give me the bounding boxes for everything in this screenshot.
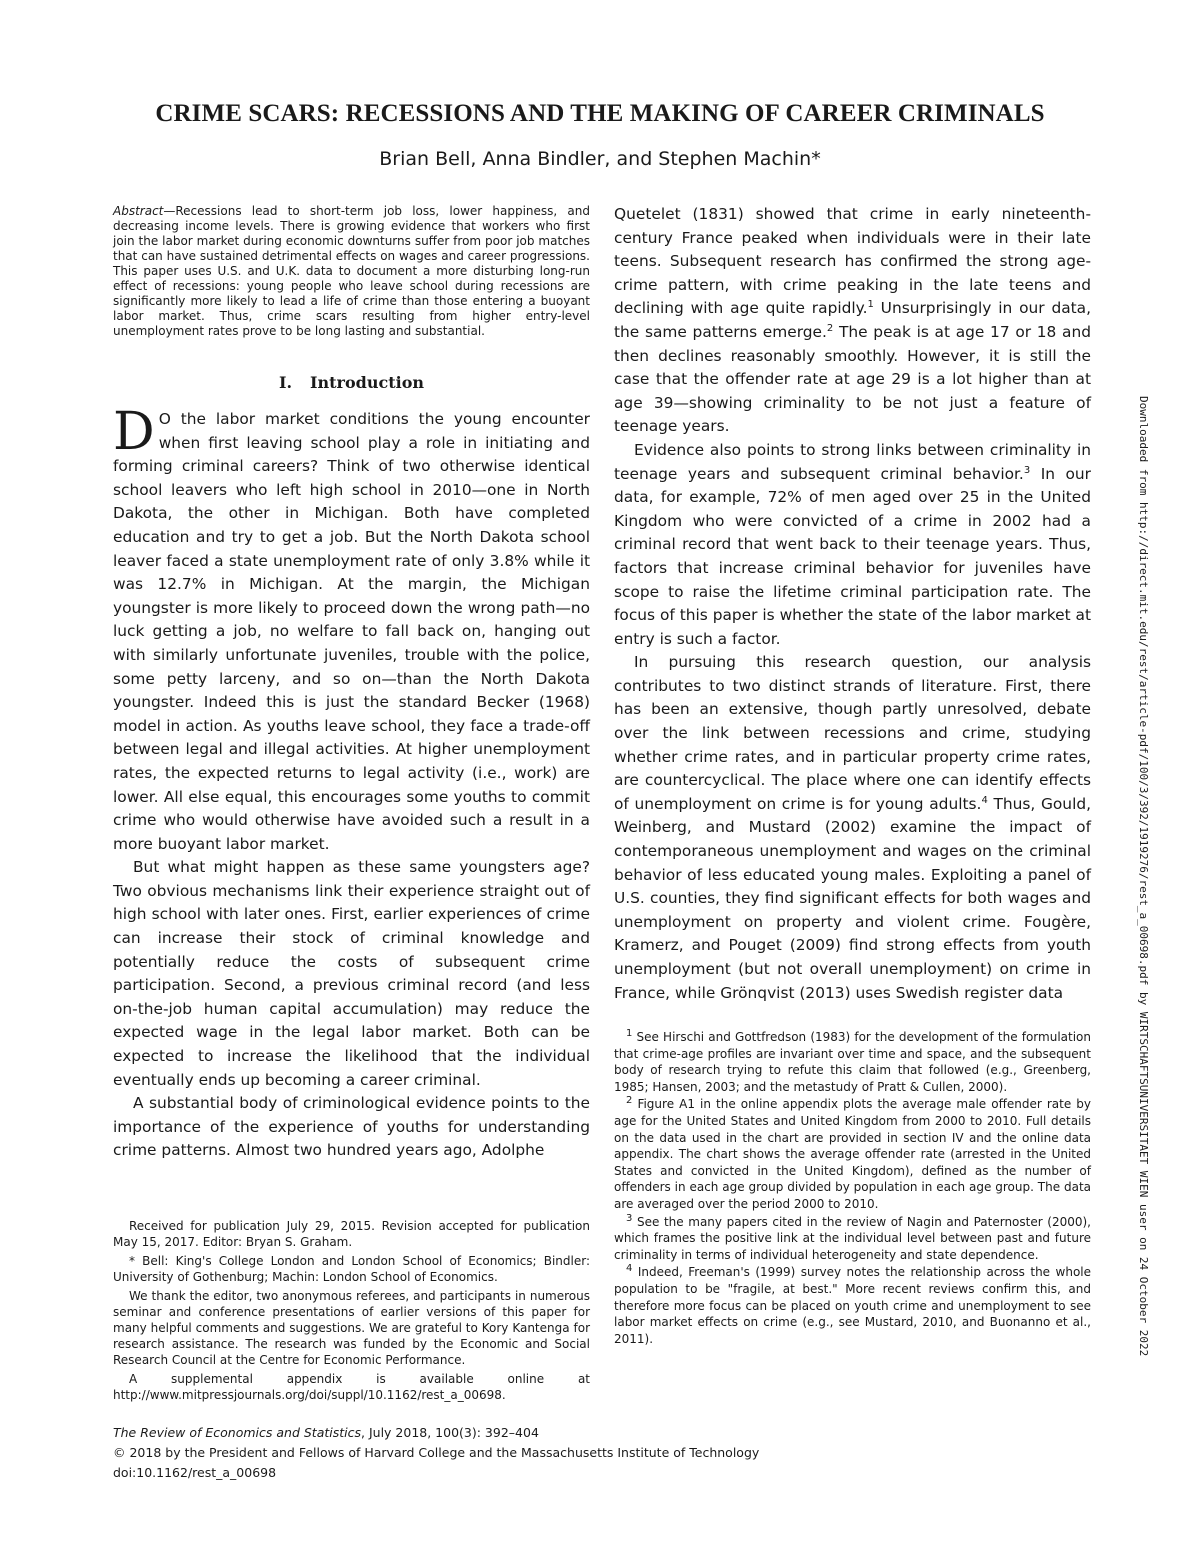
affiliation-note: * Bell: King's College London and London School of Economics; Bindler: University of Gothenburg; Machin: London School of Economics. <box>113 1254 590 1284</box>
right-p1-text-a: Quetelet (1831) showed that crime in early nineteenth-century France peaked when individuals were in their late teens. Subsequent research has confirmed the strong age-crime pattern, with crime peaking in the late teens and declining with age quite rapidly. <box>614 205 1091 318</box>
supplement-note: A supplemental appendix is available online at http://www.mitpressjournals.org/doi/suppl/10.1162/rest_a_00698. <box>113 1372 590 1402</box>
footnote-ref-3[interactable]: 3 <box>1023 464 1031 476</box>
intro-paragraph-1-text: O the labor market conditions the young encounter when first leaving school play a role in initiating and forming criminal careers? Think of two otherwise identical school leavers who left high school in 2010—one in North Dakota, the other in Michigan. Both have completed education and try to get a job. But the North Dakota school leaver faced a state unemployment rate of only 3.8% while it was 12.7% in Michigan. At the margin, the Michigan youngster is more likely to proceed down the wrong path—no luck getting a job, no welfare to fall back on, hanging out with similarly unfortunate juveniles, trouble with the police, some petty larceny, and so on—than the North Dakota youngster. Indeed this is just the standard Becker (1968) model in action. As youths leave school, they face a trade-off between legal and illegal activities. At higher unemployment rates, the expected returns to legal activity (i.e., work) are lower. All else equal, this encourages some youths to commit crime who would otherwise have avoided such a result in a more buoyant labor market. <box>113 410 590 853</box>
journal-issue: , July 2018, 100(3): 392–404 <box>361 1425 539 1440</box>
received-date-note: Received for publication July 29, 2015. Revision accepted for publication May 15, 2017. Editor: Bryan S. Graham. <box>113 1219 590 1249</box>
intro-paragraph-3: A substantial body of criminological evidence points to the importance of the experience of youths for understanding crime patterns. Almost two hundred years ago, Adolphe <box>113 1094 590 1160</box>
footnote-ref-4[interactable]: 4 <box>981 794 988 806</box>
right-p2-text-a: Evidence also points to strong links between criminality in teenage years and subsequent criminal behavior. <box>614 440 1091 483</box>
footnote-1-text: See Hirschi and Gottfredson (1983) for the development of the formulation that crime-age profiles are invariant over time and space, and the subsequent body of research trying to refute this claim that followed (e.g., Greenberg, 1985; Hansen, 2003; and the metastudy of Pratt & Cullen, 2000). <box>614 1030 1091 1094</box>
footnote-4 <box>614 1264 1091 1347</box>
journal-info <box>113 1423 1013 1483</box>
footnote-1 <box>614 1029 1091 1095</box>
section-heading <box>113 373 590 392</box>
section-number: I. <box>278 373 293 392</box>
footnotes <box>614 1029 1091 1348</box>
intro-paragraph-2: But what might happen as these same youngsters age? Two obvious mechanisms link their experience straight out of high school with later ones. First, earlier experiences of crime can increase their stock of criminal knowledge and potentially reduce the costs of subsequent crime participation. Second, a previous criminal record (and less on-the-job human capital accumulation) may reduce the expected wage in the legal labor market. Both can be expected to increase the likelihood that the individual eventually ends up becoming a career criminal. <box>113 858 590 1089</box>
footnote-2 <box>614 1096 1091 1212</box>
footnote-4-number: 4 <box>626 1263 633 1275</box>
right-p3-text-a: In pursuing this research question, our analysis contributes to two distinct strands of literature. First, there has been an extensive, though partly unresolved, debate over the link between recessions and crime, studying whether crime rates, and in particular property crime rates, are countercyclical. The place where one can identify effects of unemployment on crime is for young adults. <box>614 653 1091 813</box>
footnote-1-number: 1 <box>626 1028 633 1039</box>
doi-line[interactable]: doi:10.1162/rest_a_00698 <box>113 1465 277 1480</box>
received-notes <box>113 1218 590 1406</box>
footnote-2-number: 2 <box>626 1095 633 1107</box>
acknowledgments-note: We thank the editor, two anonymous referees, and participants in numerous seminar and conference presentations of earlier versions of this paper for many helpful comments and suggestions. We are grateful to Kory Kantenga for research assistance. The research was funded by the Economic and Social Research Council at the Centre for Economic Performance. <box>113 1289 590 1367</box>
footnote-3-text: See the many papers cited in the review of Nagin and Paternoster (2000), which frames the positive link at the individual level between past and future criminality in terms of individual heterogeneity and state dependence. <box>614 1214 1091 1262</box>
right-paragraph-2 <box>614 439 1091 651</box>
section-title: Introduction <box>310 373 424 392</box>
drop-cap: D <box>113 402 155 462</box>
abstract-text: —Recessions lead to short-term job loss, lower happiness, and decreasing income levels. There is growing evidence that workers who first join the labor market during economic downturns suffer from poor job matches that can have sustained detrimental effects on wages and career progressions. This paper uses U.S. and U.K. data to document a more disturbing long-run effect of recessions: young people who leave school during recessions are significantly more likely to lead a life of crime than those entering a buoyant labor market. Thus, crime scars resulting from higher entry-level unemployment rates prove to be long lasting and substantial. <box>113 204 590 338</box>
paper-title: CRIME SCARS: RECESSIONS AND THE MAKING OF CAREER CRIMINALS <box>155 100 1045 127</box>
download-watermark-text: Downloaded from http://direct.mit.edu/rest/article-pdf/100/3/392/1919276/rest_a_00698.pdf by WIRTSCHAFTSUNIVERSITAET WIEN user on 24 October 2022 <box>1137 396 1150 1357</box>
right-p3-text-b: Thus, Gould, Weinberg, and Mustard (2002) examine the impact of contemporaneous unemployment and wages on the criminal behavior of less educated young males. Exploiting a panel of U.S. counties, they find significant effects for both wages and unemployment on property and violent crime. Fougère, Kramerz, and Pouget (2009) find strong effects from youth unemployment (but not overall unemployment) on crime in France, while Grönqvist (2013) uses Swedish register data <box>614 794 1092 1002</box>
footnote-3 <box>614 1214 1091 1264</box>
journal-citation <box>113 1423 1013 1443</box>
right-p1-text-b: Unsurprisingly in our data, the same patterns emerge. <box>614 299 1092 341</box>
copyright-line: © 2018 by the President and Fellows of Harvard College and the Massachusetts Institute of Technology <box>113 1445 760 1460</box>
right-paragraph-1 <box>614 203 1091 439</box>
footnote-3-number: 3 <box>626 1212 633 1224</box>
footnote-ref-1[interactable]: 1 <box>867 299 874 311</box>
right-p2-text-b: In our data, for example, 72% of men aged over 25 in the United Kingdom who were convicted of a crime in 2002 had a criminal record that went back to their teenage years. Thus, factors that increase criminal behavior for juveniles have scope to raise the lifetime criminal participation rate. The focus of this paper is whether the state of the labor market at entry is such a factor. <box>614 464 1092 648</box>
abstract <box>113 204 590 339</box>
abstract-label: Abstract <box>113 204 164 218</box>
footnote-4-text: Indeed, Freeman's (1999) survey notes the relationship across the whole population to be "fragile, at best." More recent reviews confirm this, and therefore more focus can be placed on youth crime and unemployment to see labor market effects on crime (e.g., see Mustard, 2010, and Buonanno et al., 2011). <box>614 1265 1091 1346</box>
footnote-ref-2[interactable]: 2 <box>826 322 834 334</box>
download-watermark <box>1137 396 1160 1357</box>
right-column <box>614 203 1091 1005</box>
intro-paragraph-1 <box>113 402 590 856</box>
journal-name: The Review of Economics and Statistics <box>113 1425 362 1440</box>
right-p1-text-c: The peak is at age 17 or 18 and then declines reasonably smoothly. However, it is still the case that the offender rate at age 29 is a lot higher than at age 39—showing criminality to be not just a feature of teenage years. <box>614 322 1091 436</box>
left-column <box>113 204 590 1163</box>
right-paragraph-3 <box>614 651 1091 1005</box>
footnote-2-text: Figure A1 in the online appendix plots the average male offender rate by age for the United States and United Kingdom from 2000 to 2010. Full details on the data used in the chart are provided in section IV and the online data appendix. The chart shows the average offender rate (arrested in the United States and convicted in the United Kingdom), defined as the number of offenders in each age group divided by population in each age group. The data are averaged over the period 2000 to 2010. <box>614 1097 1091 1211</box>
author-list: Brian Bell, Anna Bindler, and Stephen Machin* <box>379 148 821 170</box>
